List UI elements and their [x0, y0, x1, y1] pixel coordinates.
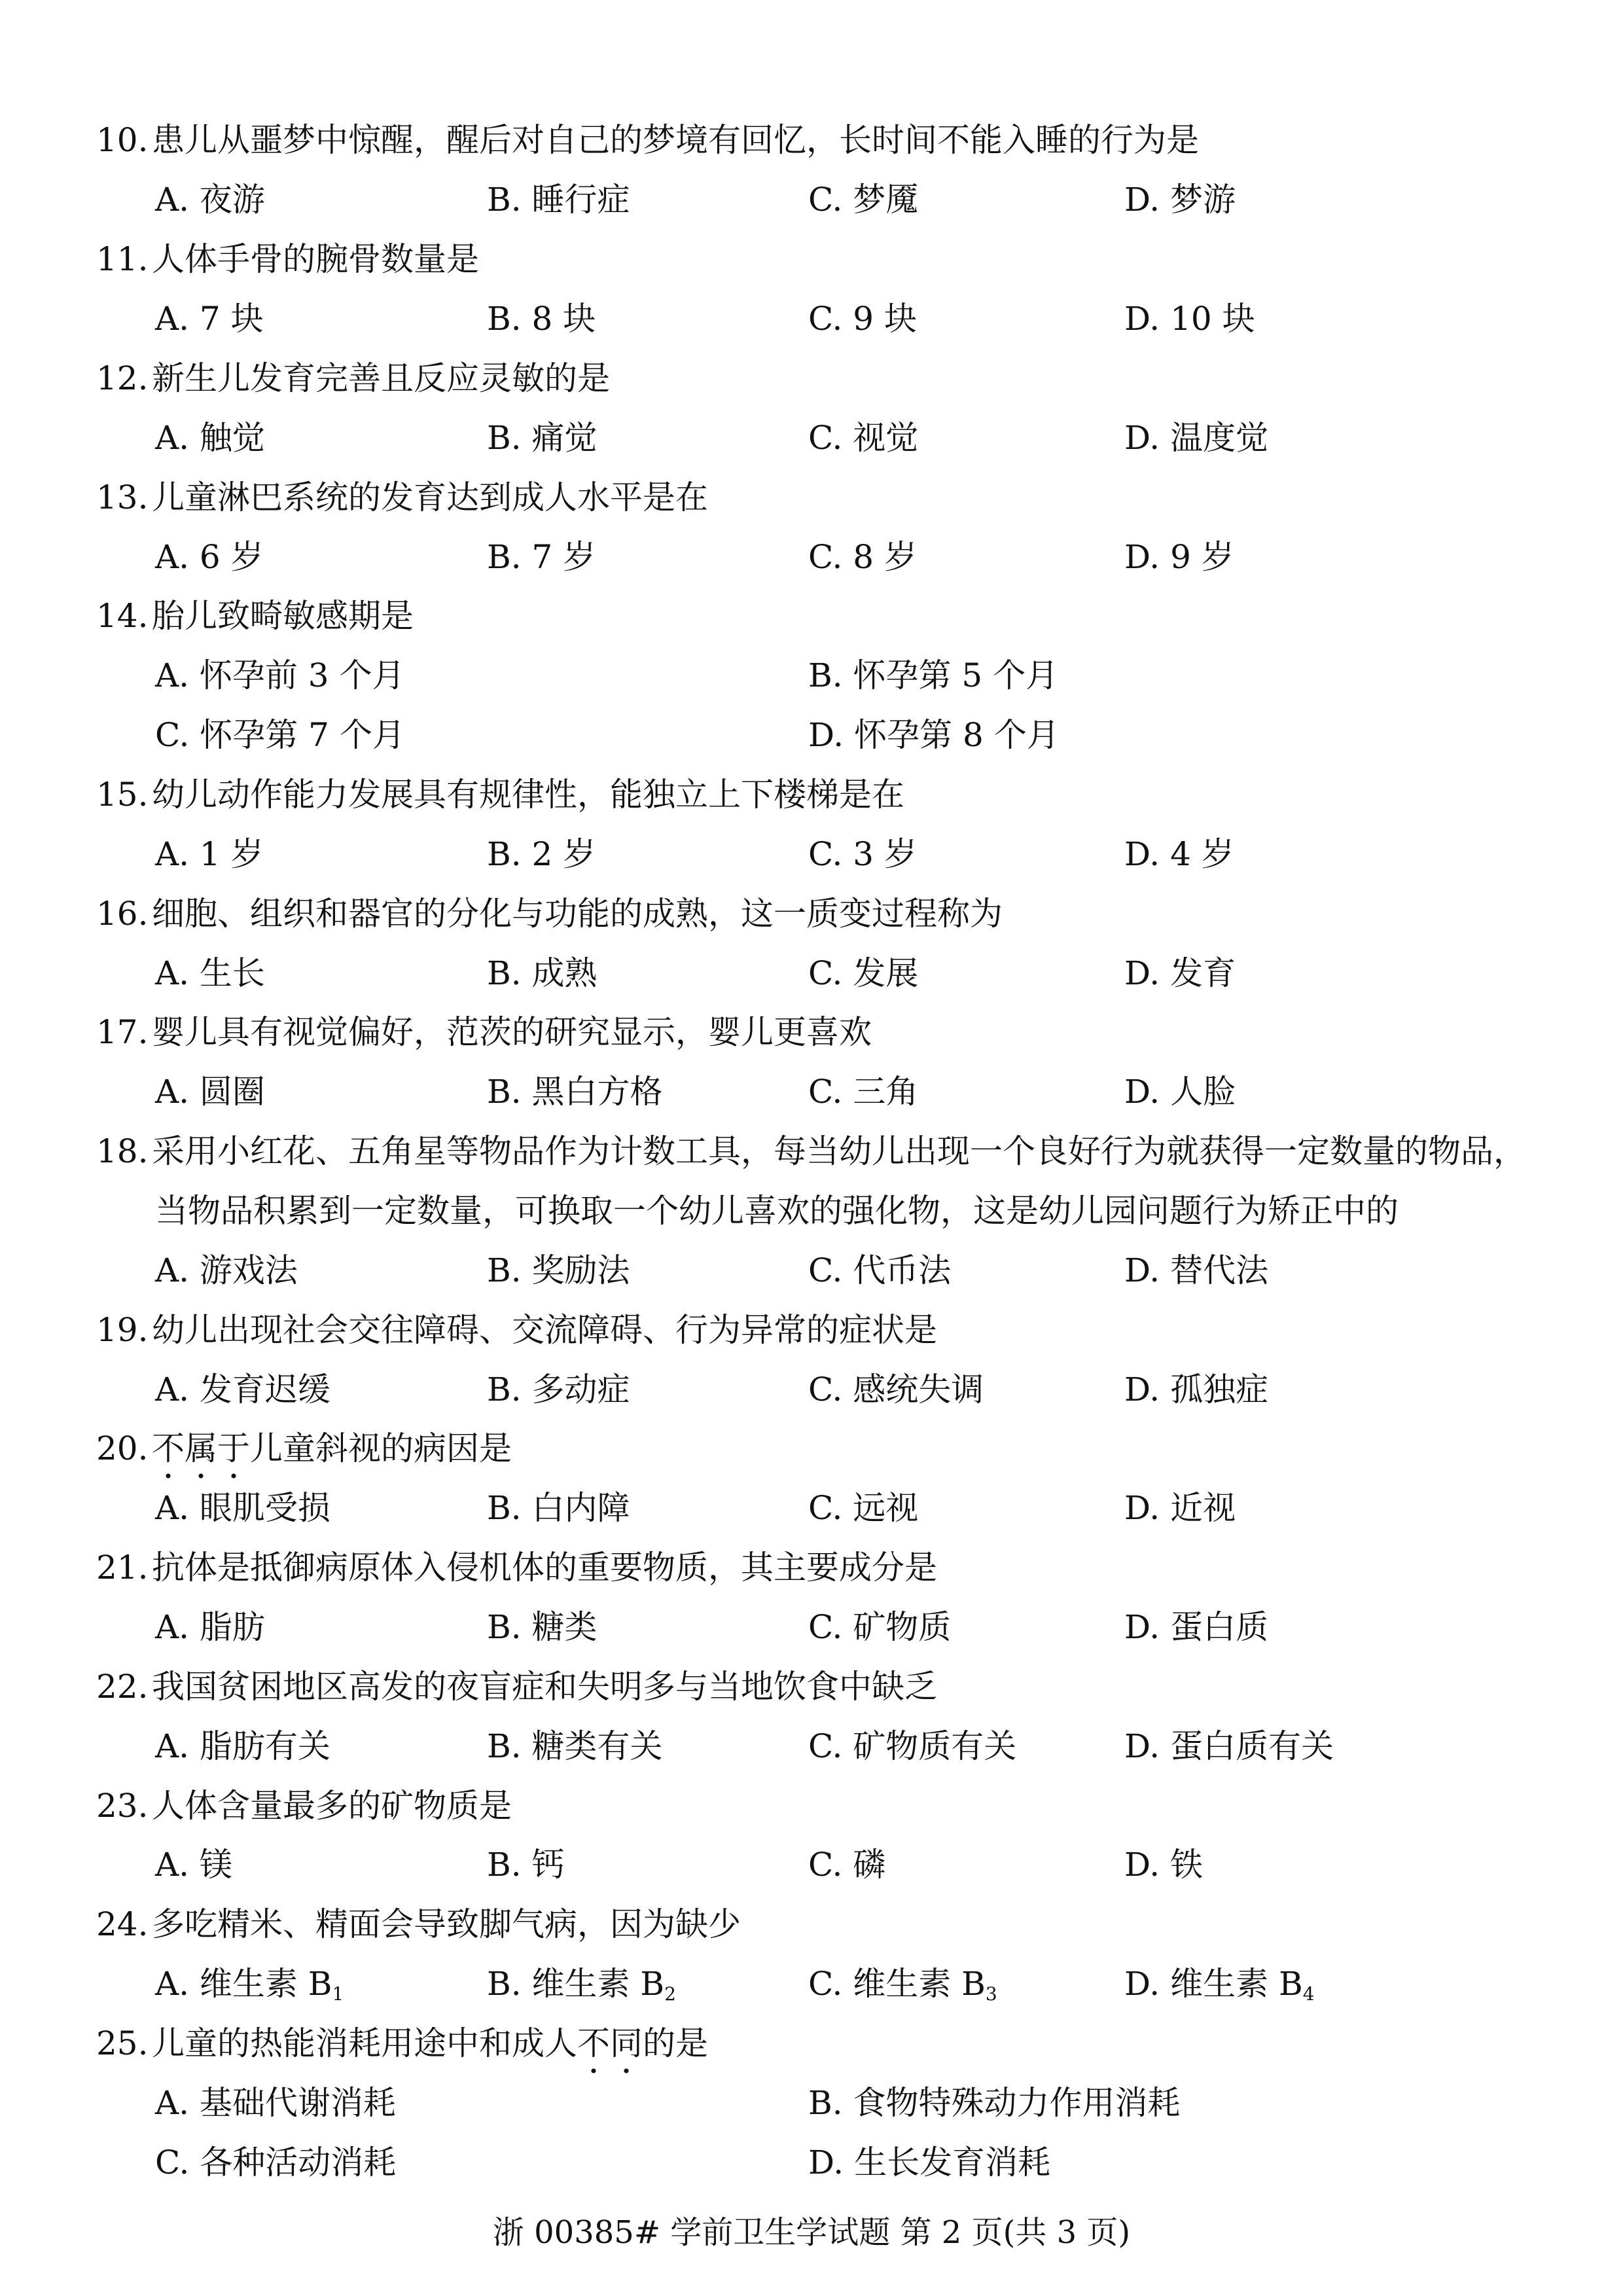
option-c: C. 梦魇: [808, 181, 919, 219]
question-text: 我国贫困地区高发的夜盲症和失明多与当地饮食中缺乏: [152, 1668, 937, 1706]
question-25: [0, 2014, 1623, 2073]
options-row: [0, 1954, 1623, 2014]
question-24: [0, 1895, 1623, 1954]
question-14: [0, 586, 1623, 646]
option-c: C. 矿物质有关: [808, 1727, 1017, 1765]
option-a: A. 游戏法: [155, 1251, 298, 1289]
option-b: B. 怀孕第 5 个月: [808, 656, 1059, 694]
option-b: B. 白内障: [487, 1489, 630, 1527]
option-d: D. 温度觉: [1124, 419, 1269, 457]
question-text-pre: 儿童的热能消耗用途中和成人: [152, 2024, 577, 2062]
question-text-post: 的是: [643, 2024, 708, 2062]
question-21: [0, 1538, 1623, 1598]
question-number: 13.: [96, 478, 149, 516]
subscript: 3: [985, 1983, 997, 2005]
option-a: A. 触觉: [155, 419, 265, 457]
option-c: C. 视觉: [808, 419, 919, 457]
option-b: B. 8 块: [487, 300, 596, 338]
question-23: [0, 1776, 1623, 1836]
question-text: [152, 2014, 708, 2073]
question-text: 儿童淋巴系统的发育达到成人水平是在: [152, 478, 708, 516]
option-b: B. 多动症: [487, 1371, 630, 1408]
option-a: A. 眼肌受损: [155, 1489, 330, 1527]
question-text: 采用小红花、五角星等物品作为计数工具，每当幼儿出现一个良好行为就获得一定数量的物品，: [152, 1132, 1526, 1170]
option-c: C. 远视: [808, 1489, 919, 1527]
options-row: [0, 1598, 1623, 1657]
option-c: C. 三角: [808, 1073, 919, 1111]
question-12: [0, 349, 1623, 408]
option-b: B. 黑白方格: [487, 1073, 663, 1111]
option-d: D. 梦游: [1124, 181, 1236, 219]
question-text: 新生儿发育完善且反应灵敏的是: [152, 359, 610, 397]
question-text: 人体手骨的腕骨数量是: [152, 240, 479, 278]
question-text-continued: 当物品积累到一定数量，可换取一个幼儿喜欢的强化物，这是幼儿园问题行为矫正中的: [155, 1192, 1399, 1230]
option-c: C. 矿物质: [808, 1608, 952, 1646]
question-18: [0, 1122, 1623, 1181]
option-a: A. 圆圈: [155, 1073, 265, 1111]
options-row: [0, 289, 1623, 349]
question-text: 多吃精米、精面会导致脚气病，因为缺少: [152, 1905, 741, 1943]
options-row: [0, 1241, 1623, 1300]
option-a: A. 6 岁: [155, 538, 264, 576]
options-row: [0, 1360, 1623, 1420]
option-a: A. 基础代谢消耗: [155, 2084, 396, 2122]
question-number: 22.: [96, 1668, 149, 1706]
option-a: A. 脂肪有关: [155, 1727, 330, 1765]
option-c: C. 代币法: [808, 1251, 952, 1289]
option-c: C. 怀孕第 7 个月: [155, 716, 405, 754]
option-label: D. 维生素 B: [1124, 1965, 1303, 2003]
question-text: [152, 1419, 512, 1479]
option-a: [155, 1954, 344, 2014]
question-20: [0, 1419, 1623, 1479]
question-number: 19.: [96, 1311, 149, 1349]
option-a: A. 1 岁: [155, 835, 264, 873]
subscript: 4: [1302, 1983, 1315, 2005]
question-18-continued: [0, 1181, 1623, 1241]
question-10: [0, 111, 1623, 170]
question-text: 婴儿具有视觉偏好，范茨的研究显示，婴儿更喜欢: [152, 1013, 872, 1051]
option-c: C. 8 岁: [808, 538, 917, 576]
question-19: [0, 1300, 1623, 1360]
option-a: A. 发育迟缓: [155, 1371, 330, 1408]
question-text: 幼儿动作能力发展具有规律性，能独立上下楼梯是在: [152, 776, 904, 814]
option-d: D. 10 块: [1124, 300, 1255, 338]
subscript: 2: [664, 1983, 676, 2005]
question-number: 25.: [96, 2024, 149, 2062]
option-c: C. 发展: [808, 954, 919, 992]
option-c: C. 9 块: [808, 300, 917, 338]
question-text: 患儿从噩梦中惊醒，醒后对自己的梦境有回忆，长时间不能入睡的行为是: [152, 121, 1199, 159]
option-c: C. 3 岁: [808, 835, 917, 873]
question-number: 18.: [96, 1132, 149, 1170]
question-number: 17.: [96, 1013, 149, 1051]
question-text: 抗体是抵御病原体入侵机体的重要物质，其主要成分是: [152, 1549, 937, 1587]
question-number: 16.: [96, 895, 149, 933]
page-footer: 浙 00385# 学前卫生学试题 第 2 页(共 3 页): [492, 2214, 1131, 2251]
question-number: 10.: [96, 121, 149, 159]
question-16: [0, 884, 1623, 944]
options-row: [0, 2133, 1623, 2193]
option-b: B. 成熟: [487, 954, 597, 992]
option-d: D. 近视: [1124, 1489, 1236, 1527]
option-d: D. 发育: [1124, 954, 1236, 992]
option-d: D. 蛋白质: [1124, 1608, 1269, 1646]
option-label: C. 维生素 B: [808, 1965, 986, 2003]
option-b: B. 2 岁: [487, 835, 596, 873]
option-b: B. 钙: [487, 1846, 565, 1884]
question-number: 11.: [96, 240, 149, 278]
subscript: 1: [332, 1983, 344, 2005]
options-row: [0, 706, 1623, 765]
question-15: [0, 765, 1623, 825]
options-row: [0, 2073, 1623, 2133]
option-d: D. 9 岁: [1124, 538, 1234, 576]
option-b: [487, 1954, 676, 2014]
option-d: D. 孤独症: [1124, 1371, 1269, 1408]
option-a: A. 镁: [155, 1846, 232, 1884]
options-row: [0, 646, 1623, 706]
question-number: 15.: [96, 776, 149, 814]
question-number: 24.: [96, 1905, 149, 1943]
option-b: B. 糖类有关: [487, 1727, 663, 1765]
option-d: D. 替代法: [1124, 1251, 1269, 1289]
question-text: 细胞、组织和器官的分化与功能的成熟，这一质变过程称为: [152, 895, 1003, 933]
options-row: [0, 1835, 1623, 1895]
option-c: [808, 1954, 997, 2014]
option-b: B. 糖类: [487, 1608, 597, 1646]
question-text-rest: 儿童斜视的病因是: [250, 1429, 512, 1467]
option-d: [1124, 1954, 1315, 2014]
option-label: A. 维生素 B: [155, 1965, 332, 2003]
question-number: 20.: [96, 1429, 149, 1467]
emphasis-dots: 不属于: [152, 1429, 250, 1467]
option-d: D. 生长发育消耗: [808, 2144, 1051, 2181]
option-a: A. 夜游: [155, 181, 265, 219]
question-number: 21.: [96, 1549, 149, 1587]
option-b: B. 7 岁: [487, 538, 596, 576]
option-b: B. 痛觉: [487, 419, 597, 457]
option-c: C. 感统失调: [808, 1371, 984, 1408]
option-d: D. 铁: [1124, 1846, 1204, 1884]
option-label: B. 维生素 B: [487, 1965, 665, 2003]
option-a: A. 生长: [155, 954, 265, 992]
question-22: [0, 1657, 1623, 1717]
question-text: 胎儿致畸敏感期是: [152, 597, 414, 635]
question-11: [0, 230, 1623, 289]
question-text: 幼儿出现社会交往障碍、交流障碍、行为异常的症状是: [152, 1311, 937, 1349]
options-row: [0, 528, 1623, 587]
options-row: [0, 825, 1623, 884]
emphasis-dots: 不同: [577, 2024, 643, 2062]
question-number: 23.: [96, 1787, 149, 1825]
option-d: D. 怀孕第 8 个月: [808, 716, 1060, 754]
option-b: B. 睡行症: [487, 181, 630, 219]
question-number: 14.: [96, 597, 149, 635]
option-b: B. 奖励法: [487, 1251, 630, 1289]
options-row: [0, 408, 1623, 468]
question-17: [0, 1003, 1623, 1062]
question-text: 人体含量最多的矿物质是: [152, 1787, 512, 1825]
option-c: C. 各种活动消耗: [155, 2144, 397, 2181]
option-b: B. 食物特殊动力作用消耗: [808, 2084, 1181, 2122]
options-row: [0, 944, 1623, 1003]
option-d: D. 人脸: [1124, 1073, 1236, 1111]
option-d: D. 4 岁: [1124, 835, 1234, 873]
question-13: [0, 468, 1623, 528]
options-row: [0, 1062, 1623, 1122]
option-a: A. 7 块: [155, 300, 264, 338]
question-number: 12.: [96, 359, 149, 397]
options-row: [0, 1479, 1623, 1538]
options-row: [0, 170, 1623, 230]
option-d: D. 蛋白质有关: [1124, 1727, 1334, 1765]
option-c: C. 磷: [808, 1846, 886, 1884]
option-a: A. 怀孕前 3 个月: [155, 656, 405, 694]
options-row: [0, 1717, 1623, 1776]
option-a: A. 脂肪: [155, 1608, 265, 1646]
